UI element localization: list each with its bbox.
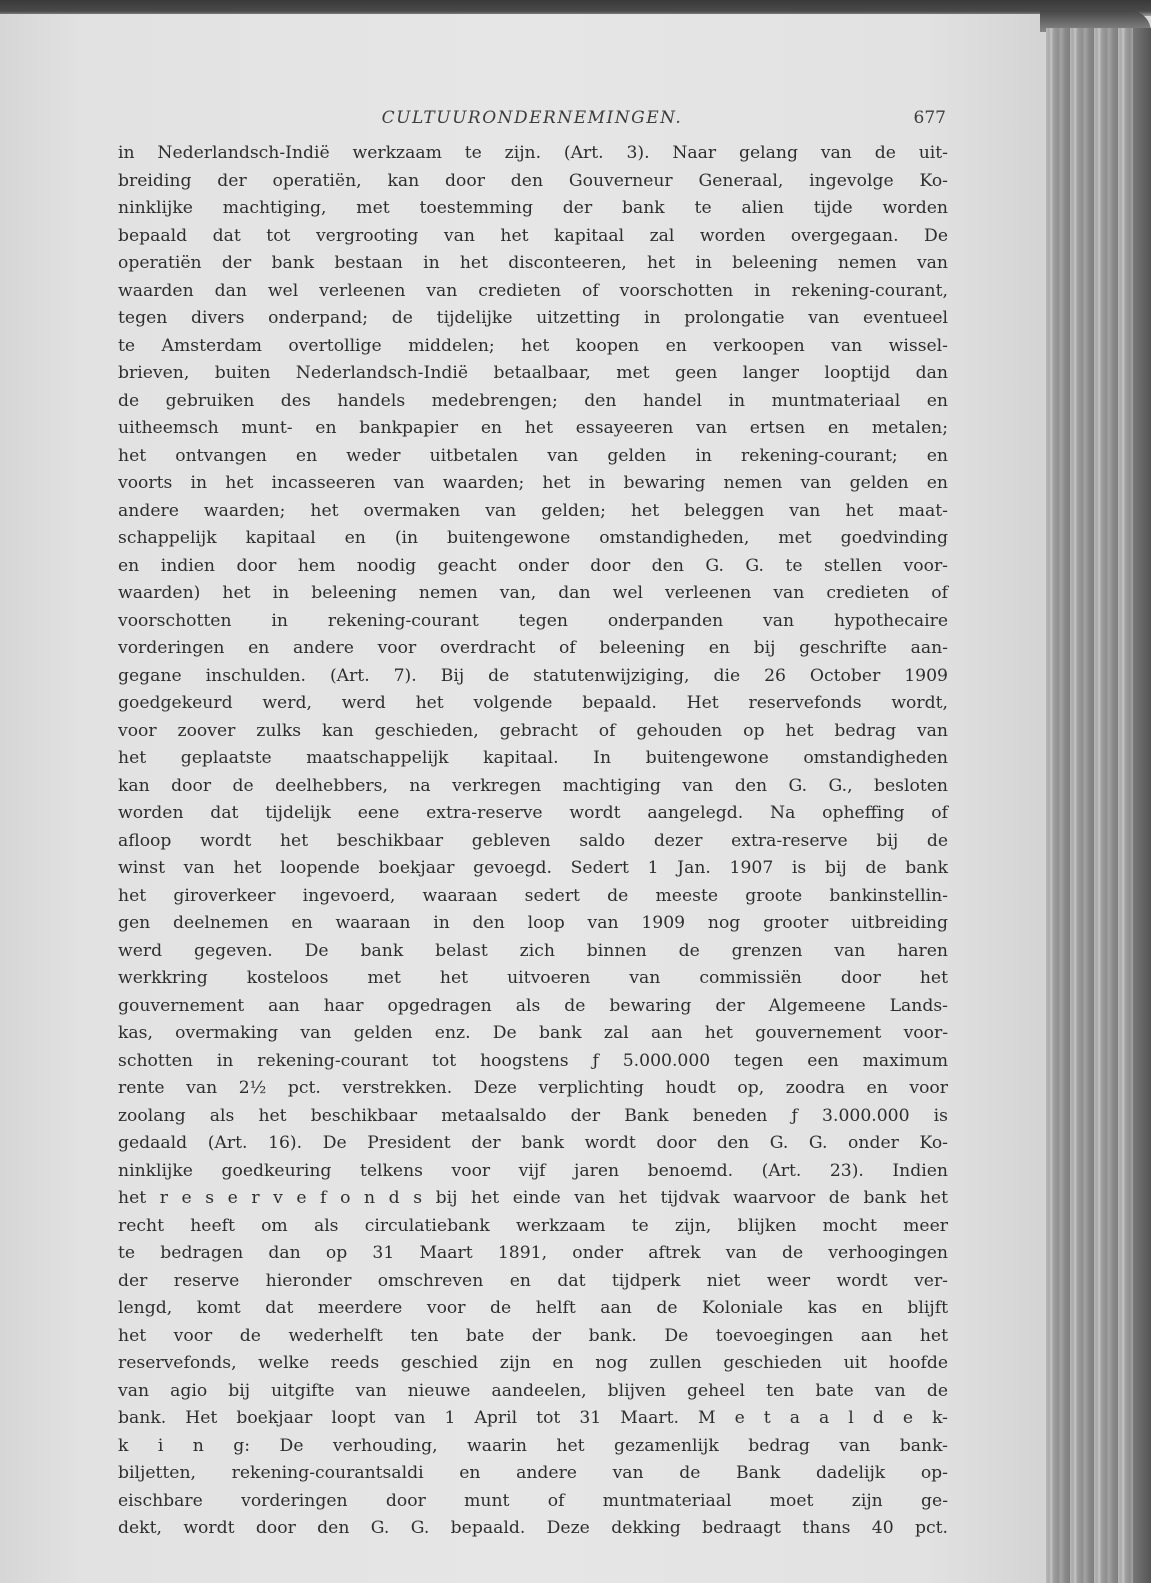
text-line: afloop wordt het beschikbaar gebleven saldo dezer extra-reserve bij de — [118, 830, 948, 851]
text-line: tegen divers onderpand; de tijdelijke uitzetting in prolongatie van eventueel — [118, 308, 948, 328]
text-line: waarden dan wel verleenen van credieten of voorschotten in rekening-courant, — [118, 280, 948, 301]
text-line: kas, overmaking van gelden enz. De bank zal aan het gouvernement voor- — [118, 1023, 948, 1043]
text-line: ninklijke machtiging, met toestemming der bank te alien tijde worden — [118, 198, 948, 218]
text-line: bank. Het boekjaar loopt van 1 April tot 31 Maart. M e t a a l d e k- — [118, 1408, 948, 1428]
text-line: goedgekeurd werd, werd het volgende bepaald. Het reservefonds wordt, — [118, 693, 948, 713]
text-line: gegane inschulden. (Art. 7). Bij de statutenwijziging, die 26 October 1909 — [118, 665, 948, 686]
book-binding-edge — [1046, 28, 1151, 1583]
text-line: breiding der operatiën, kan door den Gouverneur Generaal, ingevolge Ko- — [118, 170, 948, 191]
text-line: gouvernement aan haar opgedragen als de bewaring der Algemeene Lands- — [118, 995, 948, 1016]
text-line: werd gegeven. De bank belast zich binnen de grenzen van haren — [118, 940, 948, 961]
text-line: het ontvangen en weder uitbetalen van gelden in rekening-courant; en — [118, 445, 948, 466]
text-line: voorts in het incasseeren van waarden; het in bewaring nemen van gelden en — [118, 473, 948, 493]
text-line: werkkring kosteloos met het uitvoeren van commissiën door het — [118, 968, 948, 988]
text-line: dekt, wordt door den G. G. bepaald. Deze dekking bedraagt thans 40 pct. — [118, 1518, 948, 1538]
text-line: het r e s e r v e f o n d s bij het einde van het tijdvak waarvoor de bank het — [118, 1188, 948, 1208]
text-line: eischbare vorderingen door munt of muntmateriaal moet zijn ge- — [118, 1490, 948, 1511]
text-line: waarden) het in beleening nemen van, dan wel verleenen van credieten of — [118, 583, 948, 603]
text-line: vorderingen en andere voor overdracht of beleening en bij geschrifte aan- — [118, 638, 948, 658]
text-line: reservefonds, welke reeds geschied zijn en nog zullen geschieden uit hoofde — [118, 1353, 948, 1373]
running-title: CULTUURONDERNEMINGEN. — [381, 108, 683, 128]
text-line: de gebruiken des handels medebrengen; den handel in muntmateriaal en — [118, 390, 948, 411]
text-line: gen deelnemen en waaraan in den loop van 1909 nog grooter uitbreiding — [118, 913, 948, 933]
text-line: k i n g: De verhouding, waarin het gezamenlijk bedrag van bank- — [118, 1435, 948, 1456]
text-line: in Nederlandsch-Indië werkzaam te zijn. (Art. 3). Naar gelang van de uit- — [118, 143, 948, 163]
text-line: bepaald dat tot vergrooting van het kapitaal zal worden overgegaan. De — [118, 225, 948, 246]
text-line: schotten in rekening-courant tot hoogstens ƒ 5.000.000 tegen een maximum — [118, 1050, 948, 1071]
text-line: winst van het loopende boekjaar gevoegd. Sedert 1 Jan. 1907 is bij de bank — [118, 858, 948, 878]
text-line: het voor de wederhelft ten bate der bank. De toevoegingen aan het — [118, 1325, 948, 1346]
text-line: der reserve hieronder omschreven en dat tijdperk niet weer wordt ver- — [118, 1270, 948, 1291]
body-text — [118, 140, 948, 1543]
text-line: en indien door hem noodig geacht onder door den G. G. te stellen voor- — [118, 555, 948, 576]
text-line: zoolang als het beschikbaar metaalsaldo der Bank beneden ƒ 3.000.000 is — [118, 1105, 948, 1126]
text-line: het giroverkeer ingevoerd, waaraan sedert de meeste groote bankinstellin- — [118, 885, 948, 906]
text-line: biljetten, rekening-courantsaldi en andere van de Bank dadelijk op- — [118, 1463, 948, 1483]
text-line: schappelijk kapitaal en (in buitengewone omstandigheden, met goedvinding — [118, 528, 948, 548]
text-line: voorschotten in rekening-courant tegen onderpanden van hypothecaire — [118, 610, 948, 631]
text-line: ninklijke goedkeuring telkens voor vijf jaren benoemd. (Art. 23). Indien — [118, 1160, 948, 1181]
page-number: 677 — [913, 108, 946, 128]
text-line: voor zoover zulks kan geschieden, gebracht of gehouden op het bedrag van — [118, 720, 948, 741]
text-line: gedaald (Art. 16). De President der bank wordt door den G. G. onder Ko- — [118, 1133, 948, 1153]
text-line: lengd, komt dat meerdere voor de helft aan de Koloniale kas en blijft — [118, 1298, 948, 1318]
text-line: te Amsterdam overtollige middelen; het koopen en verkoopen van wissel- — [118, 335, 948, 356]
text-line: recht heeft om als circulatiebank werkzaam te zijn, blijken mocht meer — [118, 1215, 948, 1236]
text-line: het geplaatste maatschappelijk kapitaal. In buitengewone omstandigheden — [118, 748, 948, 768]
text-line: operatiën der bank bestaan in het disconteeren, het in beleening nemen van — [118, 253, 948, 273]
text-line: kan door de deelhebbers, na verkregen machtiging van den G. G., besloten — [118, 775, 948, 796]
text-line: uitheemsch munt- en bankpapier en het essayeeren van ertsen en metalen; — [118, 418, 948, 438]
running-head — [118, 108, 946, 138]
text-line: van agio bij uitgifte van nieuwe aandeelen, blijven geheel ten bate van de — [118, 1380, 948, 1401]
text-line: worden dat tijdelijk eene extra-reserve wordt aangelegd. Na opheffing of — [118, 803, 948, 823]
text-line: brieven, buiten Nederlandsch-Indië betaalbaar, met geen langer looptijd dan — [118, 363, 948, 383]
text-line: te bedragen dan op 31 Maart 1891, onder aftrek van de verhoogingen — [118, 1243, 948, 1263]
text-line: andere waarden; het overmaken van gelden; het beleggen van het maat- — [118, 500, 948, 521]
text-line: rente van 2½ pct. verstrekken. Deze verplichting houdt op, zoodra en voor — [118, 1078, 948, 1098]
